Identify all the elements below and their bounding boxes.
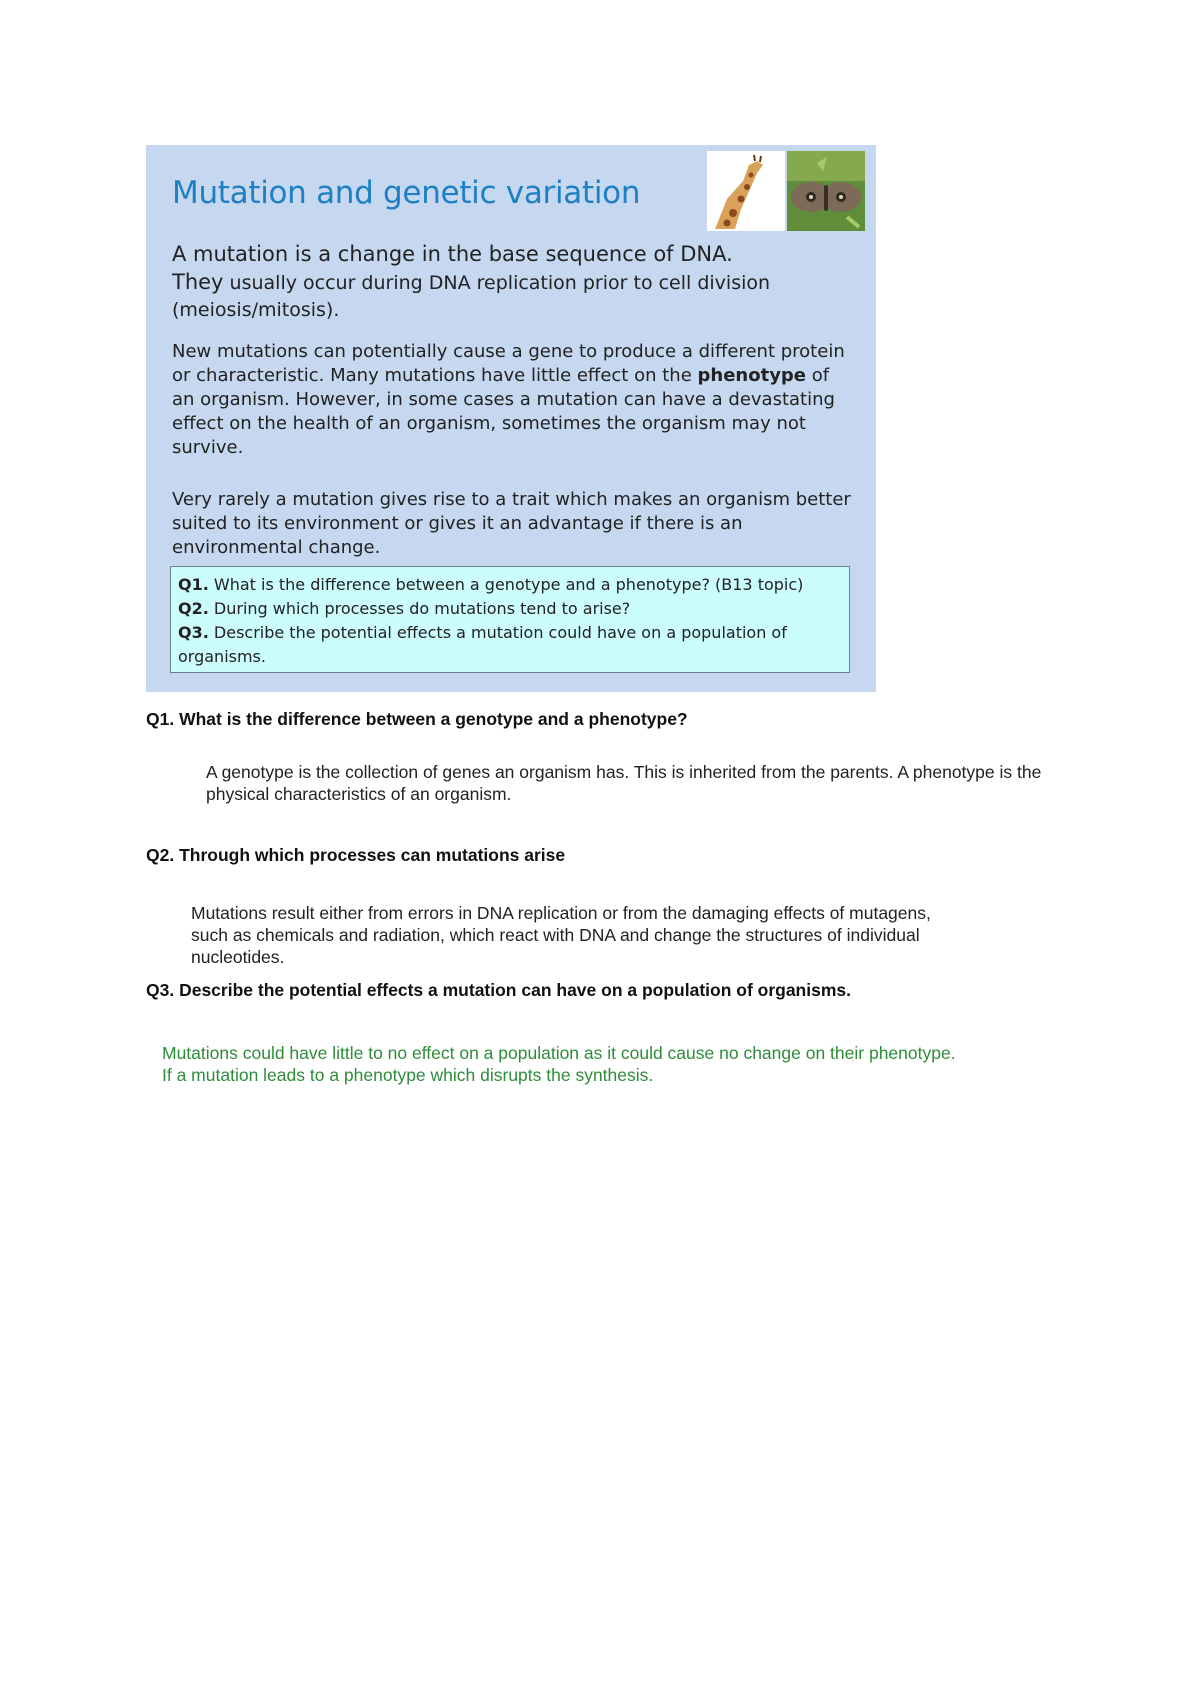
question-text: What is the difference between a genotype and a phenotype? (B13 topic) [208,575,804,594]
question-box [170,566,850,673]
answer-3-text: Mutations could have little to no effect on a population as it could cause no change on their phenotype. If a mutation leads to a phenotype which disrupts the synthesis. [162,1043,956,1085]
answer-1-text: A genotype is the collection of genes an organism has. This is inherited from the parents. A phenotype is the physical characteristics of an organism. [206,762,1042,804]
slide-paragraph-2-after: of an organism. However, in some cases a mutation can have a devastating effect on the health of an organism, sometimes the organism may not survive. [172,365,835,458]
question-line-1 [178,573,842,597]
slide-paragraph-2-bold: phenotype [697,365,807,386]
giraffe-image [707,151,785,231]
moth-image [787,151,865,231]
slide-pictures [707,151,865,231]
question-line-3 [178,621,842,669]
question-3-heading: Q3. Describe the potential effects a mutation can have on a population of organisms. [146,980,851,1000]
slide-paragraph-2-before: New mutations can potentially cause a gene to produce a different protein or characteristic. Many mutations have little effect on the [172,341,845,386]
question-2-heading: Q2. Through which processes can mutations arise [146,845,566,865]
slide-paragraph-3: Very rarely a mutation gives rise to a trait which makes an organism better suited to its environment or gives it an advantage if there is an environmental change. [172,489,851,558]
question-text: During which processes do mutations tend to arise? [208,599,631,618]
question-1-heading: Q1. What is the difference between a genotype and a phenotype? [146,709,688,729]
slide-image [146,145,876,692]
slide-paragraph-1-lead: A mutation is a change in the base sequence of DNA. They [172,242,733,294]
question-line-2 [178,597,842,621]
question-text: Describe the potential effects a mutation could have on a population of organisms. [178,623,787,666]
slide-paragraph-1 [172,241,782,324]
slide-paragraph-2 [172,340,852,460]
answer-2-text: Mutations result either from errors in DNA replication or from the damaging effects of mutagens, such as chemicals and radiation, which react with DNA and change the structures of individual nucleotides. [191,903,931,967]
slide-paragraph-1-rest: usually occur during DNA replication prior to cell division (meiosis/mitosis). [172,272,771,321]
question-label: Q1. [178,575,209,594]
slide-title: Mutation and genetic variation [172,175,641,211]
question-label: Q2. [178,599,209,618]
question-label: Q3. [178,623,209,642]
